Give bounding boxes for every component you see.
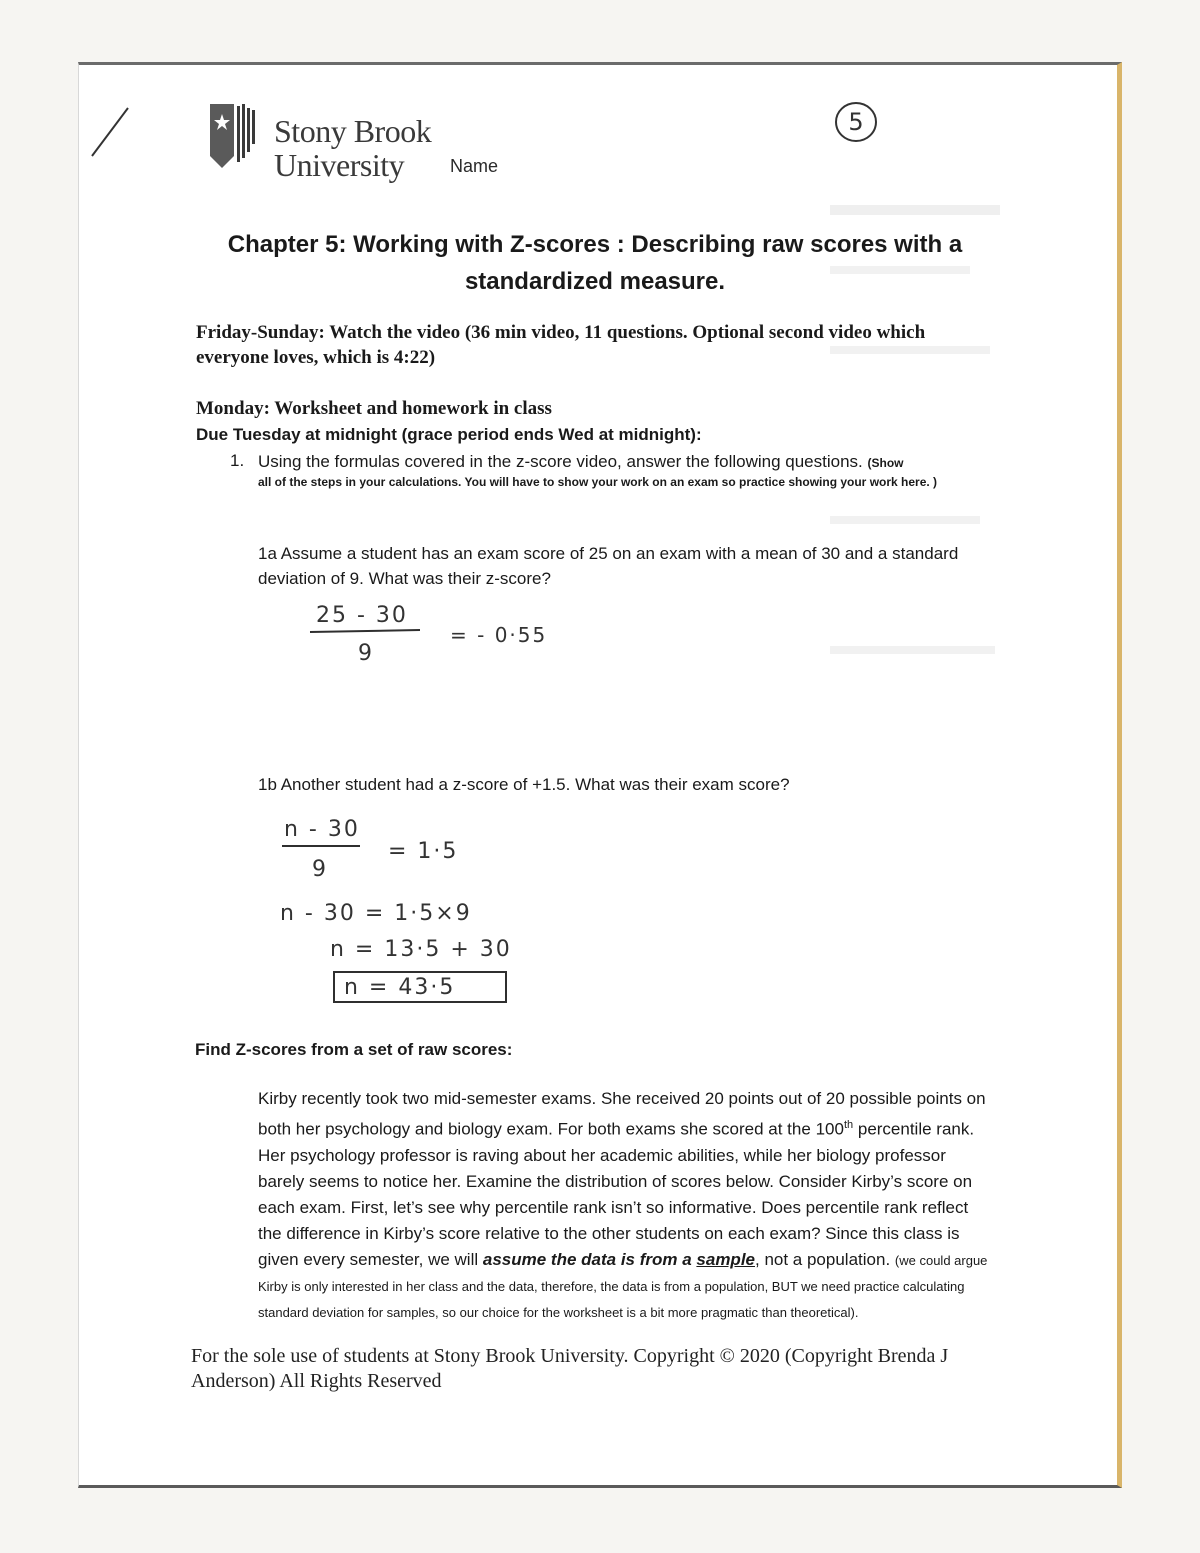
q1b-line1-numerator: n - 30: [284, 817, 360, 842]
question-1-number: 1.: [230, 451, 245, 470]
monday-instructions: Monday: Worksheet and homework in class: [196, 398, 552, 419]
emphasis-sample-word: sample: [696, 1249, 755, 1269]
percentile-rank-number: 100: [815, 1119, 844, 1139]
title-line-1: Chapter 5: Working with Z-scores : Describing raw scores with a: [227, 231, 963, 258]
copyright-footer: For the sole use of students at Stony Brook University. Copyright © 2020 (Copyright Brenda J Anderson) All Rights Reserved: [191, 1345, 949, 1392]
q1b-line3: n = 13·5 + 30: [330, 937, 512, 962]
question-1-note-start: (Show: [867, 456, 904, 470]
due-date: Due Tuesday at midnight (grace period ends Wed at midnight):: [196, 425, 702, 444]
q1b-line2: n - 30 = 1·5×9: [280, 901, 472, 926]
question-1-note: all of the steps in your calculations. You will have to show your work on an exam so practice showing your work here. ): [258, 475, 938, 489]
para-part-3: , not a population.: [755, 1249, 891, 1269]
page-number-text: 5: [848, 108, 864, 136]
question-1b-text: 1b Another student had a z-score of +1.5. What was their exam score?: [258, 775, 790, 794]
pen-stroke-mark: [84, 104, 134, 164]
logo-line-1: Stony Brook: [274, 113, 432, 149]
question-1b-handwritten-work: [270, 808, 570, 1008]
name-field-label: Name: [450, 156, 499, 176]
question-1-text: [258, 451, 988, 491]
logo-line-2: University: [274, 147, 405, 183]
para-part-1: Kirby recently took two mid-semester exams. She received 20 points out of 20 possible points on both her psychology and biology exam. For both exams she scored at the: [258, 1089, 986, 1139]
q1b-line1-rhs: = 1·5: [388, 839, 459, 864]
q1a-denominator: 9: [358, 641, 374, 666]
emphasis-sample-assumption: assume the data is from a: [482, 1249, 697, 1269]
section-heading: Find Z-scores from a set of raw scores:: [195, 1040, 513, 1059]
handwritten-page-number: [832, 98, 880, 146]
question-1-prompt: Using the formulas covered in the z-score video, answer the following questions.: [258, 452, 863, 471]
friday-sunday-instructions: Friday-Sunday: Watch the video (36 min video, 11 questions. Optional second video which everyone loves, which is 4:22): [196, 322, 926, 368]
stony-brook-logo-icon: [208, 100, 260, 170]
para-small-note: (we could argue Kirby is only interested in her class and the data, therefore, the data is from a population, BUT we need practice calculating standard deviation for samples, so our choice for the worksheet is a bit more pragmatic than theoretical).: [258, 1252, 988, 1320]
q1b-final-answer: n = 43·5: [344, 975, 456, 1000]
kirby-scenario-paragraph: [258, 1086, 993, 1325]
title-line-2: standardized measure.: [464, 268, 726, 295]
question-1a-text: 1a Assume a student has an exam score of 25 on an exam with a mean of 30 and a standard deviation of 9. What was their z-score?: [258, 544, 959, 588]
worksheet-title: [200, 226, 990, 300]
q1b-line1-denominator: 9: [312, 857, 328, 882]
question-1a-handwritten-work: [300, 598, 580, 668]
para-part-2: percentile rank. Her psychology professor is raving about her academic abilities, while her biology professor barely seems to notice her. Examine the distribution of scores below. Consider Kirby’s score on each exam. First, let’s see why percentile rank isn’t so informative. Does percentile rank reflect the difference in Kirby’s score relative to the other students on each exam? Since this class is given every semester, we will: [258, 1119, 975, 1269]
q1a-result: = - 0·55: [450, 623, 548, 647]
university-logo-wordmark: [274, 114, 431, 182]
percentile-rank-suffix: th: [843, 1119, 854, 1131]
q1a-numerator: 25 - 30: [316, 603, 408, 628]
